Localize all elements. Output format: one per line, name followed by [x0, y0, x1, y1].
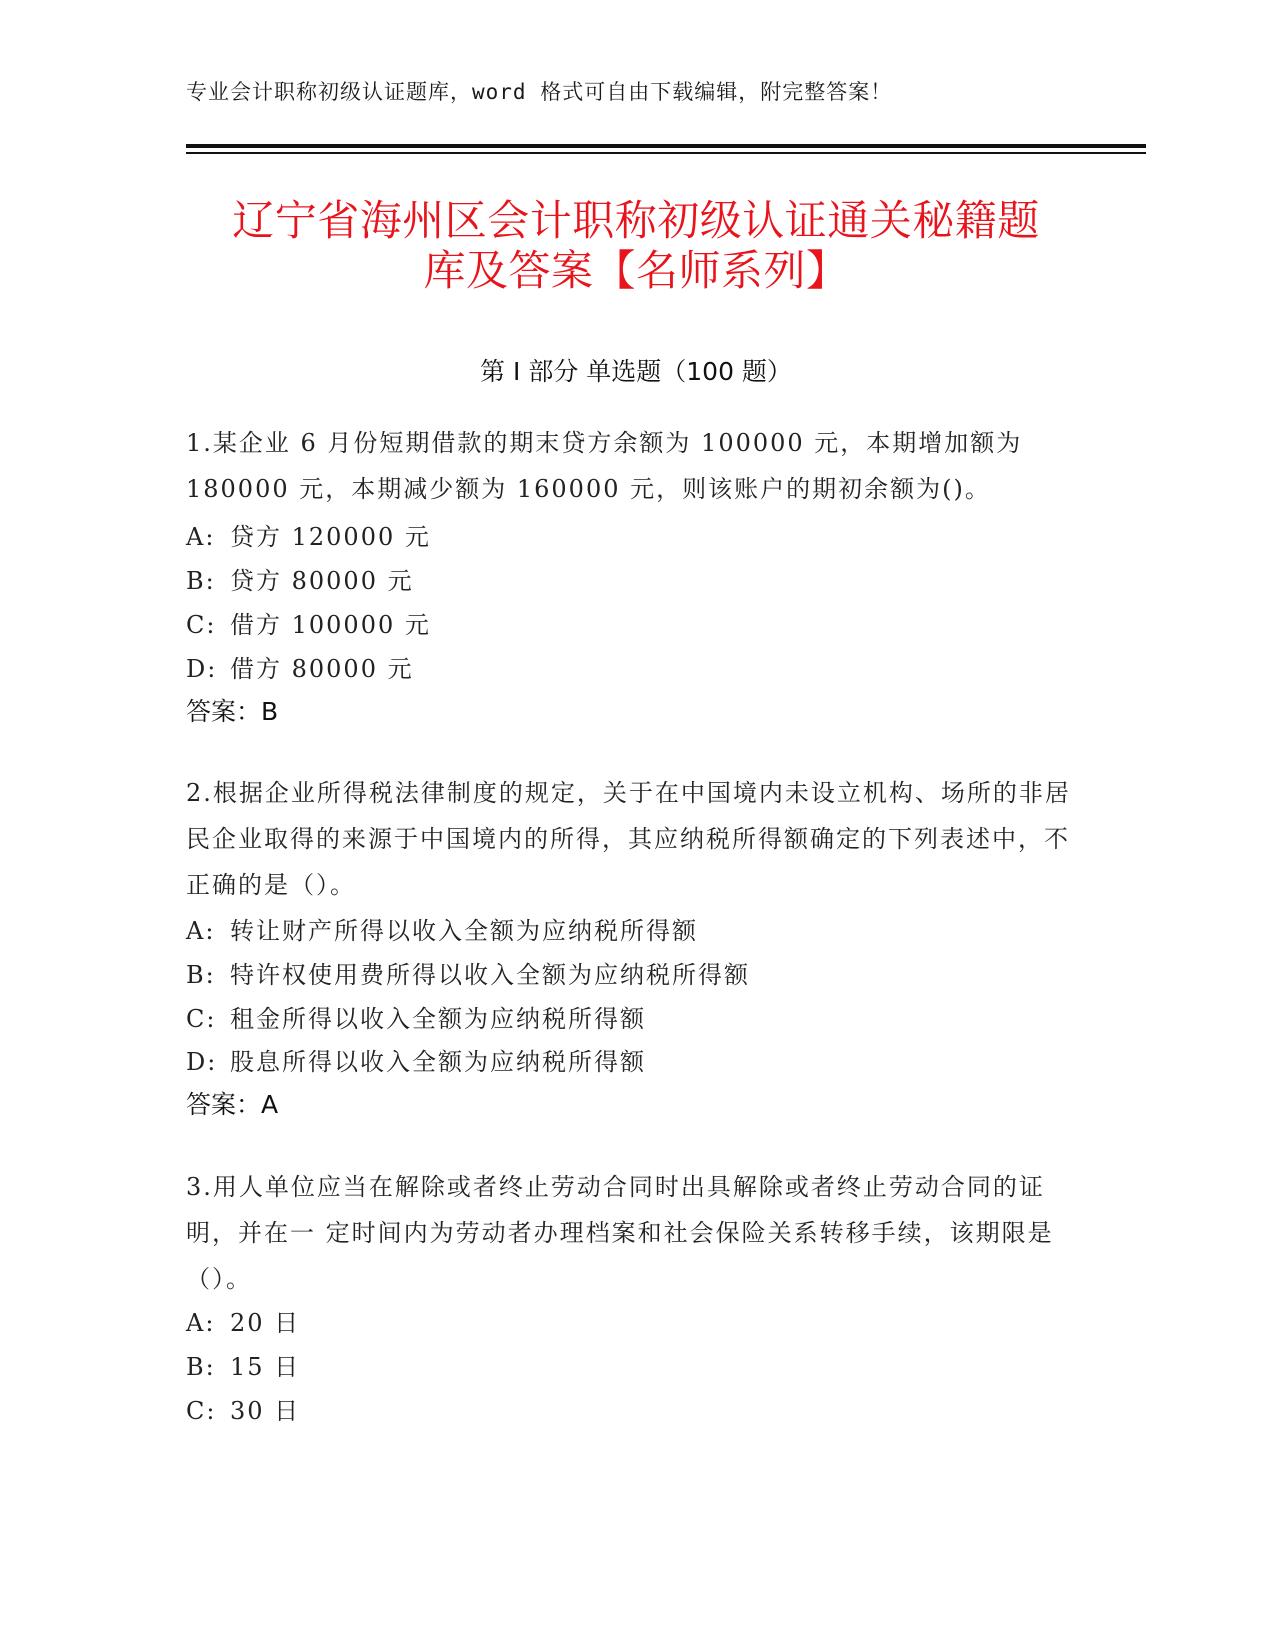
header-rule-thick — [186, 144, 1146, 148]
option-label: A: — [186, 1309, 216, 1337]
question-1-option-c — [186, 605, 431, 640]
option-label: D: — [186, 655, 218, 683]
section-heading: 第 I 部分 单选题（100 题） — [480, 357, 792, 386]
question-1-option-a — [186, 517, 431, 552]
option-label: A: — [186, 523, 216, 551]
question-3-option-a — [186, 1303, 300, 1338]
question-1-option-d — [186, 649, 414, 684]
header-note: 专业会计职称初级认证题库，word 格式可自由下载编辑，附完整答案！ — [186, 80, 893, 104]
question-1-answer: 答案：B — [186, 697, 279, 726]
option-label: A: — [186, 917, 216, 945]
option-text: 20 日 — [230, 1309, 301, 1337]
document-title — [186, 196, 1086, 296]
option-text: 特许权使用费所得以收入全额为应纳税所得额 — [230, 961, 750, 989]
option-label: B: — [186, 961, 216, 989]
question-2-text: 2.根据企业所得税法律制度的规定，关于在中国境内未设立机构、场所的非居民企业取得的来源于中国境内的所得，其应纳税所得额确定的下列表述中，不正确的是（）。 — [186, 779, 1071, 899]
header-rule-thin — [186, 152, 1146, 154]
option-text: 借方 80000 元 — [230, 655, 414, 683]
title-line-2: 库及答案【名师系列】 — [423, 246, 849, 295]
title-line-1: 辽宁省海州区会计职称初级认证通关秘籍题 — [232, 196, 1040, 245]
option-text: 租金所得以收入全额为应纳税所得额 — [230, 1005, 646, 1033]
option-text: 贷方 80000 元 — [230, 567, 414, 595]
question-2-answer: 答案：A — [186, 1090, 279, 1119]
question-2-option-d — [186, 1042, 646, 1077]
question-2-option-a — [186, 911, 698, 946]
question-3-option-b — [186, 1347, 300, 1382]
option-label: C: — [186, 1005, 217, 1033]
option-label: B: — [186, 567, 216, 595]
option-label: C: — [186, 1397, 217, 1425]
option-text: 借方 100000 元 — [230, 611, 431, 639]
option-text: 15 日 — [230, 1353, 301, 1381]
question-3-text: 3.用人单位应当在解除或者终止劳动合同时出具解除或者终止劳动合同的证明，并在一 定时间内为劳动者办理档案和社会保险关系转移手续，该期限是（）。 — [186, 1173, 1054, 1293]
option-label: D: — [186, 1048, 218, 1076]
option-label: C: — [186, 611, 217, 639]
option-text: 贷方 120000 元 — [230, 523, 431, 551]
question-1-option-b — [186, 561, 414, 596]
option-label: B: — [186, 1353, 216, 1381]
question-2-option-b — [186, 955, 750, 990]
option-text: 股息所得以收入全额为应纳税所得额 — [230, 1048, 646, 1076]
question-3-option-c — [186, 1391, 300, 1426]
question-2-option-c — [186, 999, 646, 1034]
option-text: 30 日 — [230, 1397, 301, 1425]
question-1-text: 1.某企业 6 月份短期借款的期末贷方余额为 100000 元，本期增加额为 180000 元，本期减少额为 160000 元，则该账户的期初余额为()。 — [186, 429, 1023, 503]
option-text: 转让财产所得以收入全额为应纳税所得额 — [230, 917, 698, 945]
